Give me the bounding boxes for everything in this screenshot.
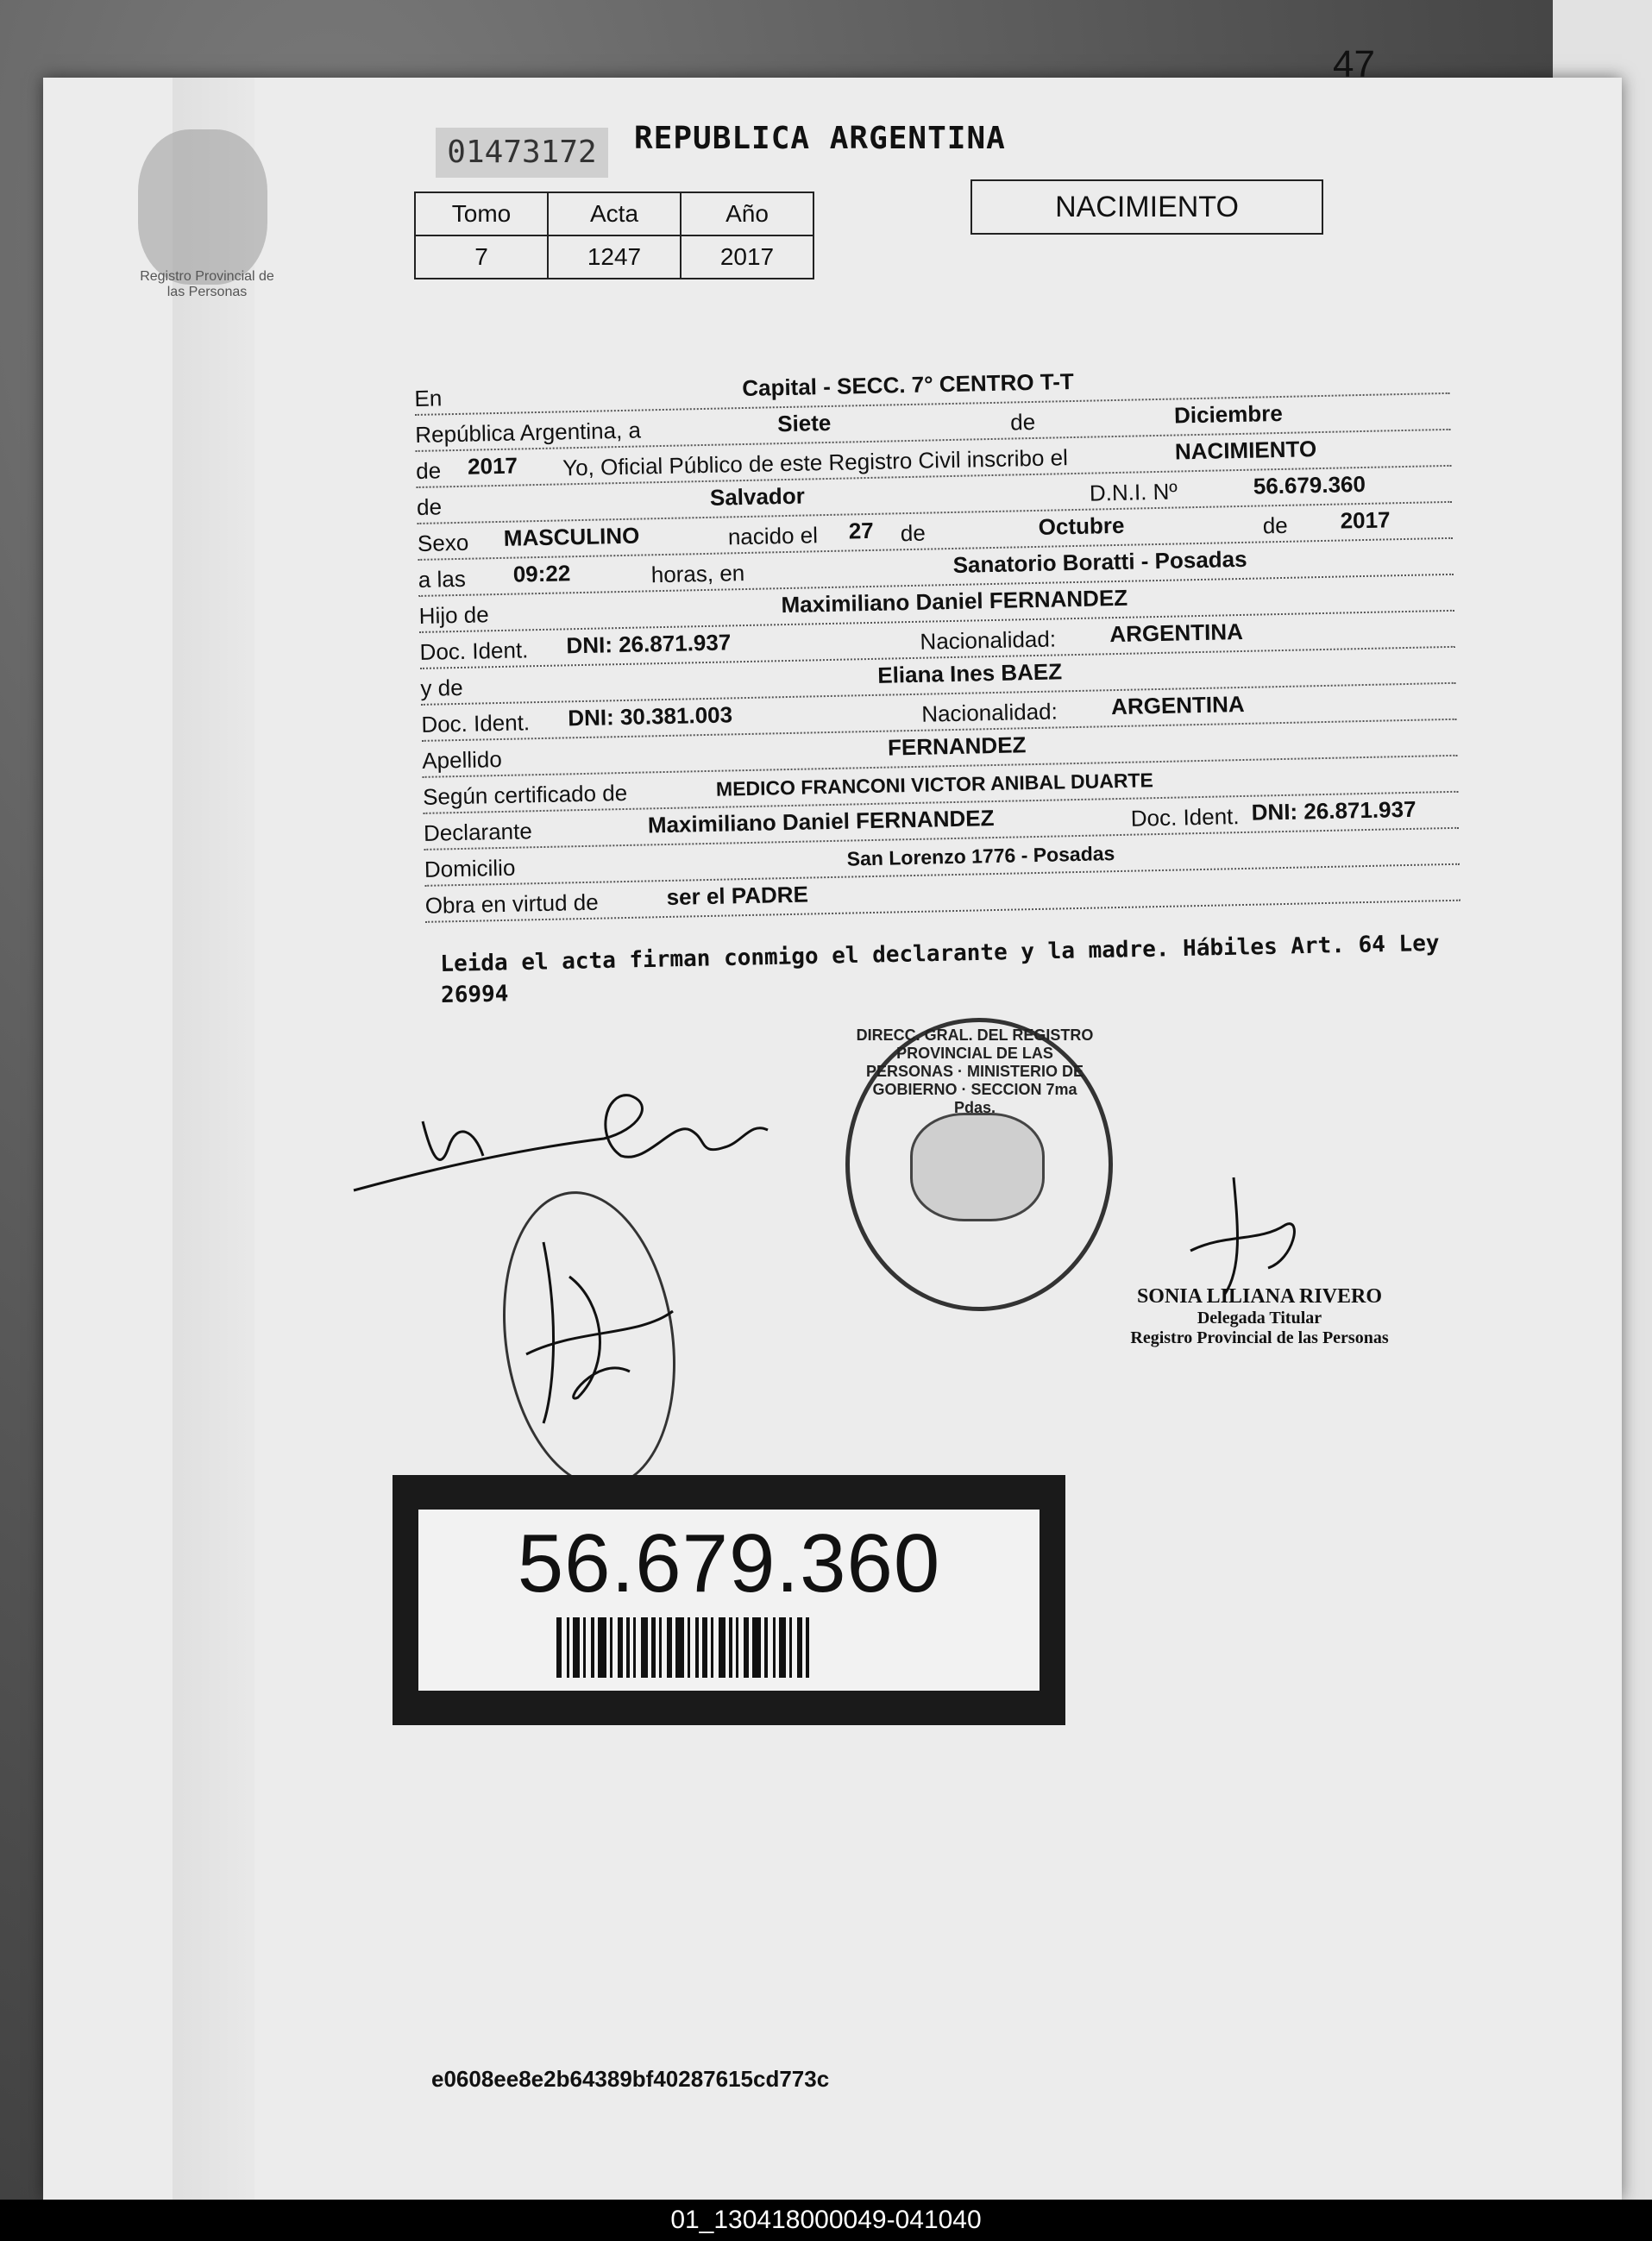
barcode-bar — [659, 1617, 662, 1678]
yde-label: y de — [420, 674, 463, 701]
de-label: de — [1009, 408, 1036, 436]
declarante-label: Declarante — [423, 818, 533, 846]
obra-label: Obra en virtud de — [424, 888, 599, 919]
barcode-bar — [752, 1617, 761, 1678]
nacionalidad-label: Nacionalidad: — [920, 625, 1057, 655]
barcode-bar — [583, 1617, 586, 1678]
barcode-bar — [773, 1617, 776, 1678]
seal-emblem — [910, 1113, 1045, 1221]
register-header-anio: Año — [681, 192, 813, 235]
docident3-label: Doc. Ident. — [1130, 803, 1240, 832]
barcode-bar — [797, 1617, 802, 1678]
barcode-bar — [651, 1617, 656, 1678]
mother-nationality: ARGENTINA — [1110, 690, 1245, 720]
barcode-bar — [591, 1617, 594, 1678]
scan-strip — [173, 78, 254, 2200]
day-value: Siete — [776, 409, 832, 437]
barcode-bar — [764, 1617, 768, 1678]
barcode-bar — [744, 1617, 749, 1678]
birth-time: 09:22 — [512, 560, 571, 587]
birth-record-form — [414, 358, 1460, 923]
nacido-label: nacido el — [727, 522, 819, 550]
place-registry: Capital - SECC. 7° CENTRO T-T — [741, 367, 1075, 402]
nacionalidad2-label: Nacionalidad: — [920, 698, 1058, 727]
barcode-bar — [702, 1617, 707, 1678]
barcode-bar — [789, 1617, 792, 1678]
dni-sticker-inner — [418, 1510, 1040, 1691]
inscribe-value: NACIMIENTO — [1174, 436, 1317, 465]
year-value: 2017 — [467, 452, 518, 480]
sexo-label: Sexo — [417, 529, 469, 556]
birth-month: Octubre — [1038, 512, 1125, 540]
oficial-text: Yo, Oficial Público de este Registro Civil inscribo el — [562, 444, 1069, 481]
barcode-bar — [695, 1617, 699, 1678]
barcode-bar — [667, 1617, 672, 1678]
seal-text: DIRECC. GRAL. DEL REGISTRO PROVINCIAL DE LAS PERSONAS · MINISTERIO DE GOBIERNO · SECCION 7ma Pdas. — [856, 1026, 1094, 1116]
signing-note: Leida el acta firman conmigo el declarante y la madre. Hábiles Art. 64 Ley 26994 — [440, 930, 1440, 1008]
dni-label: D.N.I. Nº — [1089, 478, 1178, 506]
official-stamp — [1074, 1285, 1445, 1348]
sexo-value: MASCULINO — [503, 522, 640, 551]
register-header-acta: Acta — [548, 192, 681, 235]
register-header-tomo: Tomo — [415, 192, 548, 235]
logo-caption: Registro Provincial de las Personas — [140, 269, 274, 299]
official-name: SONIA LILIANA RIVERO — [1136, 1285, 1383, 1308]
child-name: Salvador — [709, 482, 806, 511]
barcode-bar — [711, 1617, 713, 1678]
barcode-bar — [806, 1617, 809, 1678]
barcode-bar — [675, 1617, 684, 1678]
register-table — [414, 191, 814, 279]
register-value-acta: 1247 — [548, 235, 681, 279]
de4-label: de — [1262, 512, 1288, 539]
dni-sticker-number: 56.679.360 — [517, 1517, 941, 1610]
act-type-box: NACIMIENTO — [970, 179, 1323, 235]
register-value-anio: 2017 — [681, 235, 813, 279]
horas-label: horas, en — [650, 560, 745, 588]
apellido-label: Apellido — [421, 745, 503, 774]
register-value-tomo: 7 — [415, 235, 548, 279]
barcode-bar — [779, 1617, 786, 1678]
document-title: REPUBLICA ARGENTINA — [634, 121, 1006, 156]
official-role: Delegada Titular — [1197, 1309, 1322, 1328]
father-nationality: ARGENTINA — [1109, 618, 1244, 648]
declarante-name: Maximiliano Daniel FERNANDEZ — [647, 805, 995, 838]
de2-label: de — [416, 493, 443, 520]
barcode-bar — [610, 1617, 612, 1678]
barcode-bar — [556, 1617, 562, 1678]
barcode-bar — [729, 1617, 732, 1678]
child-dni: 56.679.360 — [1253, 470, 1366, 499]
official-office: Registro Provincial de las Personas — [1130, 1328, 1389, 1347]
father-dni: DNI: 26.871.937 — [566, 629, 732, 659]
barcode-bar — [618, 1617, 623, 1678]
apellido-value: FERNANDEZ — [887, 731, 1027, 761]
barcode-bar — [598, 1617, 606, 1678]
barcode-bar — [633, 1617, 636, 1678]
domicilio-value: San Lorenzo 1776 - Posadas — [846, 842, 1115, 870]
document-hash: e0608ee8e2b64389bf40287615cd773c — [431, 2066, 830, 2092]
month-value: Diciembre — [1173, 399, 1284, 429]
docident2-label: Doc. Ident. — [421, 709, 531, 738]
mother-dni: DNI: 30.381.003 — [567, 701, 733, 731]
declarant-signature — [345, 1070, 776, 1208]
certificado-value: MEDICO FRANCONI VICTOR ANIBAL DUARTE — [715, 769, 1154, 800]
official-signature — [1156, 1173, 1311, 1303]
hijo-label: Hijo de — [418, 601, 489, 629]
barcode-bar — [641, 1617, 648, 1678]
registry-logo — [138, 129, 267, 285]
year-label: de — [415, 457, 442, 484]
barcode — [556, 1617, 953, 1678]
barcode-bar — [626, 1617, 630, 1678]
footer-id: 01_130418000049-041040 — [0, 2200, 1652, 2241]
en-label: En — [414, 385, 443, 411]
barcode-bar — [573, 1617, 580, 1678]
serial-number: 01473172 — [436, 128, 608, 178]
alas-label: a las — [418, 565, 467, 593]
birth-year: 2017 — [1340, 506, 1391, 534]
dni-sticker — [393, 1475, 1065, 1725]
barcode-bar — [736, 1617, 738, 1678]
mother-signature — [509, 1225, 707, 1441]
republica-label: República Argentina, a — [415, 417, 642, 448]
barcode-bar — [719, 1617, 725, 1678]
birth-place: Sanatorio Boratti - Posadas — [952, 545, 1247, 578]
barcode-bar — [688, 1617, 690, 1678]
segun-label: Según certificado de — [422, 779, 628, 810]
obra-value: ser el PADRE — [666, 881, 809, 910]
mother-name: Eliana Ines BAEZ — [876, 658, 1063, 688]
docident-label: Doc. Ident. — [419, 637, 529, 665]
de3-label: de — [900, 519, 927, 547]
barcode-bar — [567, 1617, 569, 1678]
birth-day: 27 — [848, 517, 875, 544]
domicilio-label: Domicilio — [424, 854, 516, 882]
declarante-dni: DNI: 26.871.937 — [1251, 795, 1416, 825]
father-name: Maximiliano Daniel FERNANDEZ — [781, 584, 1128, 618]
page-number: 47 — [1333, 43, 1375, 85]
